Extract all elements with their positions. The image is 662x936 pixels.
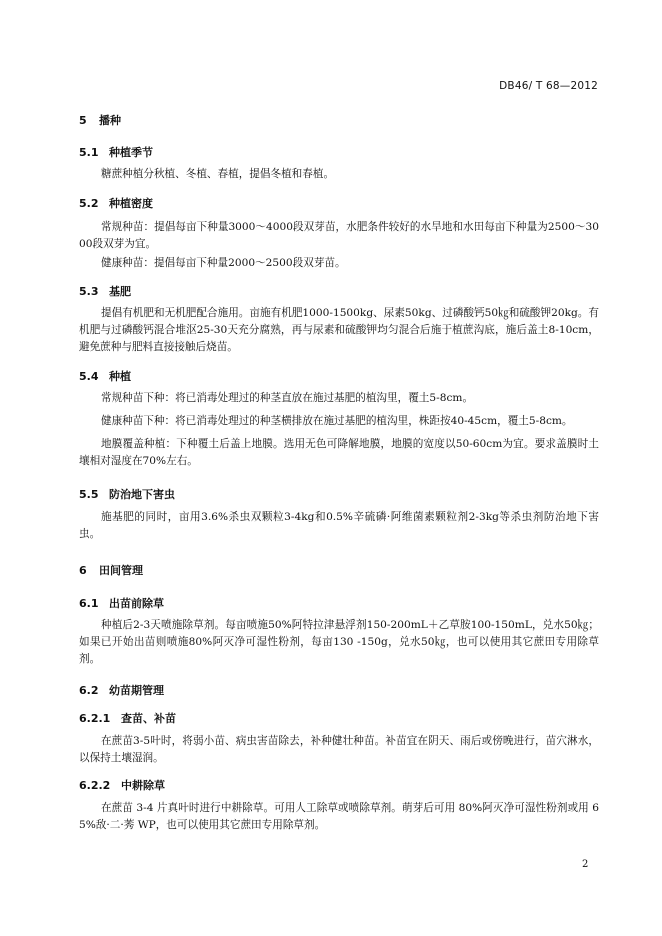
heading-section-5-2 <box>79 195 153 211</box>
section-number: 6.1 <box>79 597 99 610</box>
heading-section-5-3 <box>79 283 131 299</box>
section-title: 田间管理 <box>99 564 143 577</box>
standard-code: DB46/ T 68—2012 <box>499 80 598 92</box>
section-title: 播种 <box>99 114 121 127</box>
section-number: 5.3 <box>79 285 99 298</box>
section-title: 种植密度 <box>109 197 153 210</box>
heading-section-5 <box>79 112 121 128</box>
page-number: 2 <box>582 859 589 870</box>
section-number: 6.2.1 <box>79 712 111 725</box>
section-number: 6 <box>79 564 87 577</box>
section-title: 种植季节 <box>109 146 153 159</box>
section-number: 5 <box>79 114 87 127</box>
section-title: 幼苗期管理 <box>109 684 164 697</box>
section-title: 中耕除草 <box>121 779 165 792</box>
section-number: 6.2 <box>79 684 99 697</box>
heading-section-6-2 <box>79 682 164 698</box>
heading-section-6-1 <box>79 595 164 611</box>
section-title: 查苗、补苗 <box>121 712 176 725</box>
paragraph: 健康种苗下种：将已消毒处理过的种茎横排放在施过基肥的植沟里，株距按40-45cm，覆土5-8cm。 <box>101 415 573 427</box>
paragraph: 常规种苗：提倡每亩下种量3000～4000段双芽苗，水肥条件较好的水旱地和水田每亩下种量为2500～3000段双芽为宜。 <box>79 221 599 250</box>
paragraph: 在蔗苗 3-4 片真叶时进行中耕除草。可用人工除草或喷除草剂。萌芽后可用 80%阿灭净可湿性粉剂或用 65%敌·二·莠 WP，也可以使用其它蔗田专用除草剂。 <box>79 802 599 831</box>
paragraph: 提倡有机肥和无机肥配合施用。亩施有机肥1000-1500kg、尿素50kg、过磷酸钙50㎏和硫酸钾20kg。有机肥与过磷酸钙混合堆沤25-30天充分腐熟，再与尿素和硫酸钾均匀混合后施于植蔗沟底，施后盖土8-10cm，避免蔗种与肥料直接接触后烧苗。 <box>79 307 599 353</box>
paragraph: 地膜覆盖种植：下种覆土后盖上地膜。选用无色可降解地膜，地膜的宽度以50-60cm为宜。要求盖膜时土壤相对湿度在70%左右。 <box>79 438 599 467</box>
section-number: 5.4 <box>79 370 99 383</box>
section-title: 种植 <box>109 370 131 383</box>
heading-section-6-2-2 <box>79 777 165 793</box>
heading-section-5-4 <box>79 368 131 384</box>
heading-section-5-1 <box>79 144 153 160</box>
paragraph: 健康种苗：提倡每亩下种量2000～2500段双芽苗。 <box>101 257 346 269</box>
section-number: 6.2.2 <box>79 779 111 792</box>
section-title: 出苗前除草 <box>109 597 164 610</box>
heading-section-6-2-1 <box>79 710 176 726</box>
section-number: 5.1 <box>79 146 99 159</box>
section-number: 5.5 <box>79 488 99 501</box>
section-title: 基肥 <box>109 285 131 298</box>
paragraph: 施基肥的同时，亩用3.6%杀虫双颗粒3-4kg和0.5%辛硫磷·阿维菌素颗粒剂2-3kg等杀虫剂防治地下害虫。 <box>79 511 599 540</box>
section-title: 防治地下害虫 <box>109 488 175 501</box>
paragraph: 糖蔗种植分秋植、冬植、春植，提倡冬植和春植。 <box>101 168 335 180</box>
heading-section-6 <box>79 562 143 578</box>
paragraph: 在蔗苗3-5叶时，将弱小苗、病虫害苗除去，补种健壮种苗。补苗宜在阴天、雨后或傍晚进行，苗穴淋水，以保持土壤湿润。 <box>79 735 599 764</box>
paragraph: 种植后2-3天喷施除草剂。每亩喷施50%阿特拉津悬浮剂150-200mL＋乙草胺100-150mL，兑水50㎏；如果已开始出苗则喷施80%阿灭净可湿性粉剂，每亩130 -150g，兑水50㎏，也可以使用其它蔗田专用除草剂。 <box>79 619 599 665</box>
section-number: 5.2 <box>79 197 99 210</box>
paragraph: 常规种苗下种：将已消毒处理过的种茎直放在施过基肥的植沟里，覆土5-8cm。 <box>101 392 474 404</box>
heading-section-5-5 <box>79 486 175 502</box>
